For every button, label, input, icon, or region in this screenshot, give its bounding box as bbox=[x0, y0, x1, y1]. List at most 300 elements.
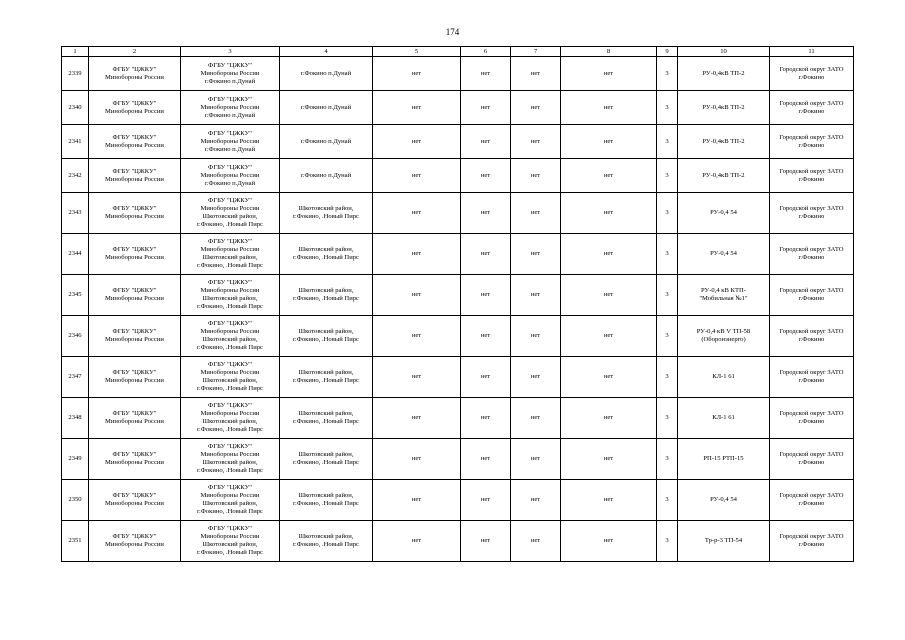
cell-text-line: ФГБУ "ЦЖКУ" bbox=[208, 61, 252, 69]
cell-text-line: ФГБУ "ЦЖКУ" bbox=[208, 238, 252, 245]
municipality-cell bbox=[770, 159, 854, 193]
cell-text-line: ФГБУ "ЦЖКУ" bbox=[208, 129, 252, 137]
cell-text-line: Шкотовский район, bbox=[298, 533, 354, 540]
record-number-cell: 2349 bbox=[62, 439, 89, 480]
operator-cell bbox=[181, 159, 280, 193]
cell-text-line: РУ-0,4 54 bbox=[710, 496, 737, 503]
owner-cell bbox=[89, 234, 181, 275]
value-cell: нет bbox=[461, 57, 511, 91]
cell-text-line: Минобороны России bbox=[200, 492, 260, 499]
value-cell: нет bbox=[561, 398, 657, 439]
cell-text-line: "Мобильная №1" bbox=[699, 295, 748, 302]
cell-text-line: Городской округ ЗАТО bbox=[779, 246, 844, 253]
cell-text-line: Шкотовский район, bbox=[202, 500, 258, 507]
cell-text-line: Минобороны России bbox=[200, 369, 260, 376]
cell-text-line: Городской округ ЗАТО bbox=[779, 533, 844, 540]
cell-text-line: Городской округ ЗАТО bbox=[779, 99, 844, 107]
cell-text-line: РУ-0,4 кВ КТП- bbox=[701, 287, 746, 294]
value-cell: нет bbox=[461, 316, 511, 357]
cell-text-line: Минобороны России bbox=[200, 171, 260, 179]
cell-text-line: г.Фокино bbox=[798, 254, 825, 261]
table-row bbox=[62, 275, 854, 316]
municipality-cell bbox=[770, 398, 854, 439]
equipment-cell bbox=[678, 57, 770, 91]
cell-text-line: ФГБУ "ЦЖКУ" bbox=[112, 369, 157, 376]
equipment-cell bbox=[678, 357, 770, 398]
cell-text-line: Минобороны России bbox=[200, 533, 260, 540]
cell-text-line: ФГБУ "ЦЖКУ" bbox=[112, 533, 157, 540]
cell-text-line: Шкотовский район, bbox=[298, 410, 354, 417]
cell-text-line: ФГБУ "ЦЖКУ" bbox=[208, 484, 252, 491]
cell-text-line: г.Фокино, .Новый Пирс bbox=[197, 221, 263, 228]
cell-text-line: Шкотовский район, bbox=[298, 205, 354, 212]
location-cell bbox=[280, 398, 373, 439]
cell-text-line: г.Фокино, .Новый Пирс bbox=[197, 508, 263, 515]
value-cell: нет bbox=[511, 125, 561, 159]
municipality-cell bbox=[770, 357, 854, 398]
value-cell: нет bbox=[561, 159, 657, 193]
cell-text-line: ФГБУ "ЦЖКУ" bbox=[112, 287, 157, 294]
table-row bbox=[62, 439, 854, 480]
cell-text-line: РУ-0,4кВ ТП-2 bbox=[702, 171, 745, 179]
cell-text-line: Городской округ ЗАТО bbox=[779, 65, 844, 73]
owner-cell bbox=[89, 316, 181, 357]
owner-cell bbox=[89, 480, 181, 521]
value-cell: нет bbox=[373, 398, 461, 439]
cell-text-line: ФГБУ "ЦЖКУ" bbox=[112, 246, 157, 253]
cell-text-line: ФГБУ "ЦЖКУ" bbox=[208, 320, 252, 327]
cell-text-line: ФГБУ "ЦЖКУ" bbox=[208, 197, 252, 204]
municipality-cell bbox=[770, 439, 854, 480]
record-number-cell: 2348 bbox=[62, 398, 89, 439]
location-cell bbox=[280, 439, 373, 480]
value-cell: нет bbox=[373, 57, 461, 91]
value-cell: нет bbox=[373, 125, 461, 159]
value-cell: нет bbox=[373, 275, 461, 316]
cell-text-line: Шкотовский район, bbox=[202, 418, 258, 425]
equipment-cell bbox=[678, 480, 770, 521]
value-cell: нет bbox=[561, 439, 657, 480]
location-cell bbox=[280, 357, 373, 398]
location-cell bbox=[280, 234, 373, 275]
cell-text-line: г.Фокино, .Новый Пирс bbox=[197, 549, 263, 556]
column-header: 5 bbox=[373, 47, 461, 57]
cell-text-line: ФГБУ "ЦЖКУ" bbox=[208, 163, 252, 171]
cell-text-line: г.Фокино п.Дунай bbox=[204, 179, 256, 187]
cell-text-line: г.Фокино п.Дунай bbox=[204, 111, 256, 119]
value-cell: нет bbox=[461, 398, 511, 439]
record-number-cell: 2343 bbox=[62, 193, 89, 234]
cell-text-line: Шкотовский район, bbox=[298, 328, 354, 335]
cell-text-line: Шкотовский район, bbox=[202, 336, 258, 343]
column-header: 8 bbox=[561, 47, 657, 57]
record-number-cell: 2340 bbox=[62, 91, 89, 125]
column-header: 11 bbox=[770, 47, 854, 57]
category-cell: 3 bbox=[657, 234, 678, 275]
cell-text-line: КЛ-1 61 bbox=[712, 373, 735, 380]
column-header: 10 bbox=[678, 47, 770, 57]
category-cell: 3 bbox=[657, 275, 678, 316]
value-cell: нет bbox=[561, 57, 657, 91]
owner-cell bbox=[89, 439, 181, 480]
location-cell bbox=[280, 57, 373, 91]
cell-text-line: ФГБУ "ЦЖКУ" bbox=[208, 525, 252, 532]
cell-text-line: г.Фокино, .Новый Пирс bbox=[197, 303, 263, 310]
cell-text-line: г.Фокино, .Новый Пирс bbox=[293, 213, 359, 220]
cell-text-line: Городской округ ЗАТО bbox=[779, 287, 844, 294]
cell-text-line: ФГБУ "ЦЖКУ" bbox=[112, 492, 157, 499]
owner-cell bbox=[89, 398, 181, 439]
record-number-cell: 2345 bbox=[62, 275, 89, 316]
cell-text-line: г.Фокино п.Дунай bbox=[204, 145, 256, 153]
table-row bbox=[62, 316, 854, 357]
value-cell: нет bbox=[511, 480, 561, 521]
operator-cell bbox=[181, 193, 280, 234]
value-cell: нет bbox=[561, 234, 657, 275]
value-cell: нет bbox=[461, 234, 511, 275]
table-body bbox=[62, 47, 854, 562]
cell-text-line: Минобороны России bbox=[105, 175, 164, 183]
cell-text-line: Шкотовский район, bbox=[298, 369, 354, 376]
cell-text-line: Городской округ ЗАТО bbox=[779, 369, 844, 376]
cell-text-line: Минобороны России bbox=[200, 137, 260, 145]
column-header: 4 bbox=[280, 47, 373, 57]
value-cell: нет bbox=[461, 91, 511, 125]
column-header: 6 bbox=[461, 47, 511, 57]
cell-text-line: г.Фокино, .Новый Пирс bbox=[293, 377, 359, 384]
cell-text-line: Минобороны России bbox=[200, 328, 260, 335]
cell-text-line: Городской округ ЗАТО bbox=[779, 205, 844, 212]
value-cell: нет bbox=[511, 159, 561, 193]
cell-text-line: РУ-0,4кВ ТП-2 bbox=[702, 69, 745, 77]
register-table bbox=[61, 46, 854, 562]
operator-cell bbox=[181, 275, 280, 316]
cell-text-line: Минобороны России bbox=[105, 295, 164, 302]
value-cell: нет bbox=[461, 480, 511, 521]
value-cell: нет bbox=[373, 193, 461, 234]
value-cell: нет bbox=[461, 193, 511, 234]
record-number-cell: 2347 bbox=[62, 357, 89, 398]
equipment-cell bbox=[678, 193, 770, 234]
cell-text-line: Минобороны России bbox=[200, 410, 260, 417]
owner-cell bbox=[89, 357, 181, 398]
equipment-cell bbox=[678, 316, 770, 357]
location-cell bbox=[280, 275, 373, 316]
value-cell: нет bbox=[511, 234, 561, 275]
operator-cell bbox=[181, 234, 280, 275]
column-header: 2 bbox=[89, 47, 181, 57]
municipality-cell bbox=[770, 91, 854, 125]
cell-text-line: ФГБУ "ЦЖКУ" bbox=[112, 167, 157, 175]
cell-text-line: Городской округ ЗАТО bbox=[779, 133, 844, 141]
cell-text-line: г.Фокино, .Новый Пирс bbox=[293, 295, 359, 302]
value-cell: нет bbox=[373, 357, 461, 398]
value-cell: нет bbox=[511, 193, 561, 234]
municipality-cell bbox=[770, 193, 854, 234]
cell-text-line: РУ-0,4 кВ V ТП-58 bbox=[696, 328, 751, 335]
value-cell: нет bbox=[461, 439, 511, 480]
cell-text-line: Шкотовский район, bbox=[202, 541, 258, 548]
category-cell: 3 bbox=[657, 398, 678, 439]
cell-text-line: Минобороны России bbox=[105, 213, 164, 220]
operator-cell bbox=[181, 91, 280, 125]
table-row bbox=[62, 398, 854, 439]
location-cell bbox=[280, 521, 373, 562]
municipality-cell bbox=[770, 275, 854, 316]
value-cell: нет bbox=[561, 275, 657, 316]
owner-cell bbox=[89, 91, 181, 125]
operator-cell bbox=[181, 439, 280, 480]
column-header: 9 bbox=[657, 47, 678, 57]
cell-text-line: г.Фокино bbox=[798, 175, 825, 183]
cell-text-line: Минобороны России bbox=[200, 205, 260, 212]
operator-cell bbox=[181, 125, 280, 159]
municipality-cell bbox=[770, 125, 854, 159]
value-cell: нет bbox=[561, 125, 657, 159]
column-header: 7 bbox=[511, 47, 561, 57]
cell-text-line: г.Фокино bbox=[798, 295, 825, 302]
cell-text-line: Минобороны России bbox=[105, 336, 164, 343]
value-cell: нет bbox=[511, 398, 561, 439]
owner-cell bbox=[89, 57, 181, 91]
operator-cell bbox=[181, 357, 280, 398]
cell-text-line: Городской округ ЗАТО bbox=[779, 328, 844, 335]
cell-text-line: РП-15 РТП-15 bbox=[703, 455, 744, 462]
table-row bbox=[62, 91, 854, 125]
cell-text-line: ФГБУ "ЦЖКУ" bbox=[112, 328, 157, 335]
cell-text-line: г.Фокино, .Новый Пирс bbox=[197, 467, 263, 474]
cell-text-line: ФГБУ "ЦЖКУ" bbox=[112, 99, 157, 107]
cell-text-line: г.Фокино, .Новый Пирс bbox=[293, 541, 359, 548]
value-cell: нет bbox=[461, 125, 511, 159]
value-cell: нет bbox=[511, 275, 561, 316]
cell-text-line: г.Фокино, .Новый Пирс bbox=[293, 459, 359, 466]
equipment-cell bbox=[678, 125, 770, 159]
category-cell: 3 bbox=[657, 357, 678, 398]
cell-text-line: ФГБУ "ЦЖКУ" bbox=[208, 443, 252, 450]
cell-text-line: Шкотовский район, bbox=[298, 246, 354, 253]
location-cell bbox=[280, 193, 373, 234]
record-number-cell: 2351 bbox=[62, 521, 89, 562]
category-cell: 3 bbox=[657, 57, 678, 91]
category-cell: 3 bbox=[657, 125, 678, 159]
location-cell bbox=[280, 159, 373, 193]
cell-text-line: г.Фокино, .Новый Пирс bbox=[293, 500, 359, 507]
location-cell bbox=[280, 480, 373, 521]
cell-text-line: Шкотовский район, bbox=[202, 254, 258, 261]
cell-text-line: г.Фокино п.Дунай bbox=[204, 77, 256, 85]
value-cell: нет bbox=[511, 357, 561, 398]
equipment-cell bbox=[678, 234, 770, 275]
value-cell: нет bbox=[511, 57, 561, 91]
cell-text-line: Шкотовский район, bbox=[202, 213, 258, 220]
table-row bbox=[62, 234, 854, 275]
value-cell: нет bbox=[561, 521, 657, 562]
operator-cell bbox=[181, 316, 280, 357]
cell-text-line: Городской округ ЗАТО bbox=[779, 492, 844, 499]
cell-text-line: Минобороны России bbox=[105, 459, 164, 466]
cell-text-line: ФГБУ "ЦЖКУ" bbox=[112, 410, 157, 417]
value-cell: нет bbox=[461, 521, 511, 562]
equipment-cell bbox=[678, 439, 770, 480]
cell-text-line: ФГБУ "ЦЖКУ" bbox=[112, 133, 157, 141]
cell-text-line: РУ-0,4кВ ТП-2 bbox=[702, 137, 745, 145]
value-cell: нет bbox=[373, 91, 461, 125]
cell-text-line: г.Фокино bbox=[798, 377, 825, 384]
category-cell: 3 bbox=[657, 91, 678, 125]
value-cell: нет bbox=[373, 521, 461, 562]
value-cell: нет bbox=[461, 275, 511, 316]
column-header: 1 bbox=[62, 47, 89, 57]
cell-text-line: ФГБУ "ЦЖКУ" bbox=[208, 95, 252, 103]
category-cell: 3 bbox=[657, 521, 678, 562]
cell-text-line: г.Фокино bbox=[798, 336, 825, 343]
cell-text-line: ФГБУ "ЦЖКУ" bbox=[112, 451, 157, 458]
cell-text-line: Минобороны России bbox=[105, 73, 164, 81]
cell-text-line: Городской округ ЗАТО bbox=[779, 451, 844, 458]
cell-text-line: РУ-0,4 54 bbox=[710, 209, 737, 216]
municipality-cell bbox=[770, 521, 854, 562]
cell-text-line: Минобороны России bbox=[105, 107, 164, 115]
operator-cell bbox=[181, 398, 280, 439]
municipality-cell bbox=[770, 234, 854, 275]
municipality-cell bbox=[770, 316, 854, 357]
cell-text-line: Тр-р-3 ТП-54 bbox=[704, 537, 743, 544]
cell-text-line: Шкотовский район, bbox=[298, 492, 354, 499]
cell-text-line: г.Фокино bbox=[798, 500, 825, 507]
equipment-cell bbox=[678, 91, 770, 125]
equipment-cell bbox=[678, 275, 770, 316]
cell-text-line: КЛ-1 61 bbox=[712, 414, 735, 421]
value-cell: нет bbox=[511, 91, 561, 125]
cell-text-line: г.Фокино bbox=[798, 459, 825, 466]
cell-text-line: г.Фокино, .Новый Пирс bbox=[293, 418, 359, 425]
cell-text-line: г.Фокино, .Новый Пирс bbox=[197, 385, 263, 392]
column-header: 3 bbox=[181, 47, 280, 57]
cell-text-line: Шкотовский район, bbox=[202, 295, 258, 302]
municipality-cell bbox=[770, 480, 854, 521]
cell-text-line: г.Фокино bbox=[798, 541, 825, 548]
cell-text-line: РУ-0,4 54 bbox=[710, 250, 737, 257]
cell-text-line: г.Фокино п.Дунай bbox=[300, 69, 352, 77]
location-cell bbox=[280, 125, 373, 159]
record-number-cell: 2341 bbox=[62, 125, 89, 159]
cell-text-line: Минобороны России bbox=[200, 246, 260, 253]
category-cell: 3 bbox=[657, 159, 678, 193]
record-number-cell: 2350 bbox=[62, 480, 89, 521]
operator-cell bbox=[181, 521, 280, 562]
owner-cell bbox=[89, 275, 181, 316]
location-cell bbox=[280, 91, 373, 125]
cell-text-line: Минобороны России bbox=[200, 287, 260, 294]
cell-text-line: г.Фокино bbox=[798, 418, 825, 425]
cell-text-line: Шкотовский район, bbox=[202, 377, 258, 384]
cell-text-line: РУ-0,4кВ ТП-2 bbox=[702, 103, 745, 111]
cell-text-line: Шкотовский район, bbox=[298, 451, 354, 458]
owner-cell bbox=[89, 193, 181, 234]
category-cell: 3 bbox=[657, 316, 678, 357]
cell-text-line: г.Фокино bbox=[798, 141, 825, 149]
category-cell: 3 bbox=[657, 480, 678, 521]
cell-text-line: Минобороны России bbox=[200, 451, 260, 458]
value-cell: нет bbox=[373, 480, 461, 521]
category-cell: 3 bbox=[657, 193, 678, 234]
cell-text-line: (Оборонэнерго) bbox=[701, 336, 746, 343]
equipment-cell bbox=[678, 398, 770, 439]
value-cell: нет bbox=[561, 480, 657, 521]
location-cell bbox=[280, 316, 373, 357]
category-cell: 3 bbox=[657, 439, 678, 480]
operator-cell bbox=[181, 480, 280, 521]
cell-text-line: Минобороны России bbox=[200, 103, 260, 111]
cell-text-line: ФГБУ "ЦЖКУ" bbox=[208, 279, 252, 286]
table-row bbox=[62, 480, 854, 521]
value-cell: нет bbox=[511, 439, 561, 480]
municipality-cell bbox=[770, 57, 854, 91]
table-row bbox=[62, 125, 854, 159]
owner-cell bbox=[89, 125, 181, 159]
cell-text-line: г.Фокино bbox=[798, 73, 825, 81]
value-cell: нет bbox=[373, 159, 461, 193]
cell-text-line: ФГБУ "ЦЖКУ" bbox=[112, 205, 157, 212]
cell-text-line: Шкотовский район, bbox=[202, 459, 258, 466]
value-cell: нет bbox=[373, 316, 461, 357]
cell-text-line: г.Фокино, .Новый Пирс bbox=[197, 426, 263, 433]
cell-text-line: Минобороны России bbox=[105, 500, 164, 507]
operator-cell bbox=[181, 57, 280, 91]
value-cell: нет bbox=[511, 521, 561, 562]
cell-text-line: г.Фокино, .Новый Пирс bbox=[293, 336, 359, 343]
record-number-cell: 2344 bbox=[62, 234, 89, 275]
value-cell: нет bbox=[461, 159, 511, 193]
owner-cell bbox=[89, 159, 181, 193]
record-number-cell: 2346 bbox=[62, 316, 89, 357]
cell-text-line: Минобороны России bbox=[105, 141, 164, 149]
cell-text-line: г.Фокино п.Дунай bbox=[300, 137, 352, 145]
record-number-cell: 2342 bbox=[62, 159, 89, 193]
value-cell: нет bbox=[373, 439, 461, 480]
cell-text-line: ФГБУ "ЦЖКУ" bbox=[112, 65, 157, 73]
cell-text-line: г.Фокино, .Новый Пирс bbox=[197, 344, 263, 351]
cell-text-line: Минобороны России bbox=[105, 377, 164, 384]
equipment-cell bbox=[678, 159, 770, 193]
cell-text-line: Минобороны России bbox=[105, 254, 164, 261]
cell-text-line: Городской округ ЗАТО bbox=[779, 167, 844, 175]
value-cell: нет bbox=[511, 316, 561, 357]
cell-text-line: Минобороны России bbox=[105, 418, 164, 425]
cell-text-line: Шкотовский район, bbox=[298, 287, 354, 294]
column-number-row bbox=[62, 47, 854, 57]
table-row bbox=[62, 57, 854, 91]
cell-text-line: ФГБУ "ЦЖКУ" bbox=[208, 361, 252, 368]
cell-text-line: г.Фокино, .Новый Пирс bbox=[197, 262, 263, 269]
cell-text-line: г.Фокино п.Дунай bbox=[300, 103, 352, 111]
table-row bbox=[62, 357, 854, 398]
page-number: 174 bbox=[445, 27, 460, 37]
cell-text-line: г.Фокино, .Новый Пирс bbox=[293, 254, 359, 261]
table-row bbox=[62, 193, 854, 234]
equipment-cell bbox=[678, 521, 770, 562]
value-cell: нет bbox=[373, 234, 461, 275]
value-cell: нет bbox=[561, 193, 657, 234]
value-cell: нет bbox=[461, 357, 511, 398]
value-cell: нет bbox=[561, 91, 657, 125]
table-row bbox=[62, 159, 854, 193]
table-row bbox=[62, 521, 854, 562]
value-cell: нет bbox=[561, 316, 657, 357]
owner-cell bbox=[89, 521, 181, 562]
value-cell: нет bbox=[561, 357, 657, 398]
